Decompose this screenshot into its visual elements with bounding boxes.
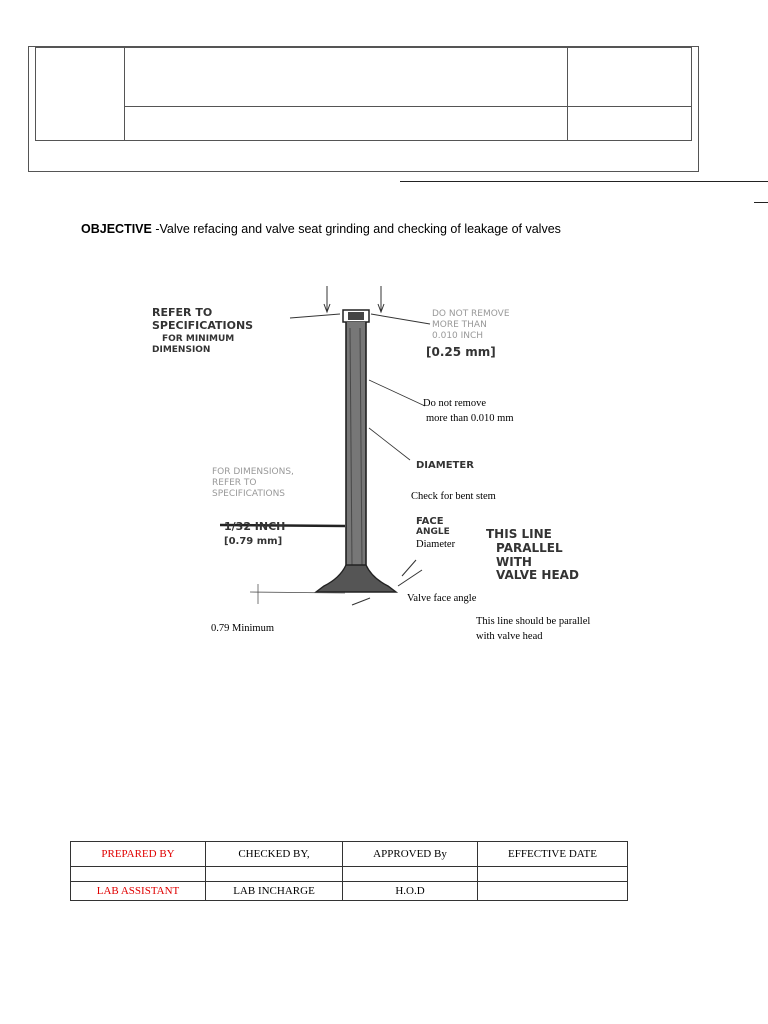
- header-approved-by: APPROVED By: [343, 842, 478, 867]
- annotation-face-angle: Valve face angle: [407, 593, 477, 604]
- sketch-line-3: WITH: [496, 555, 532, 569]
- blank-cell: [206, 867, 343, 882]
- annotation-bent-stem: Check for bent stem: [411, 491, 496, 502]
- table-row: [71, 867, 628, 882]
- annotation-parallel-2: with valve head: [476, 631, 543, 642]
- header-row-divider: [124, 106, 692, 107]
- annotation-diameter: Diameter: [416, 539, 456, 550]
- header-divider-right: [567, 47, 568, 141]
- sketch-fordim-1: FOR DIMENSIONS,: [212, 467, 294, 477]
- table-row: [71, 842, 628, 867]
- objective-label: OBJECTIVE: [81, 222, 152, 236]
- sketch-inch-1: 1/32 INCH: [224, 520, 286, 533]
- sketch-refer-2: SPECIFICATIONS: [152, 319, 254, 332]
- blank-cell: [71, 867, 206, 882]
- role-hod: H.O.D: [343, 882, 478, 901]
- header-effective-date: EFFECTIVE DATE: [478, 842, 628, 867]
- role-lab-assistant: LAB ASSISTANT: [71, 882, 206, 901]
- signature-table: [70, 841, 628, 901]
- header-divider-left: [124, 47, 125, 141]
- role-lab-incharge: LAB INCHARGE: [206, 882, 343, 901]
- sketch-refer-3: FOR MINIMUM: [162, 334, 235, 344]
- sketch-line-1: THIS LINE: [486, 527, 552, 541]
- sketch-donot-1: DO NOT REMOVE: [432, 309, 510, 319]
- sketch-face-2: ANGLE: [416, 527, 450, 537]
- header-inner-box: [35, 47, 692, 141]
- valve-illustration: [220, 286, 430, 605]
- sketch-inch-2: [0.79 mm]: [224, 536, 283, 547]
- separator-line: [400, 181, 768, 182]
- sketch-donot-3: 0.010 INCH: [432, 331, 484, 341]
- blank-cell: [478, 867, 628, 882]
- sketch-donot-4: [0.25 mm]: [426, 345, 496, 359]
- sketch-line-4: VALVE HEAD: [496, 568, 579, 582]
- annotation-donot-remove-1: Do not remove: [423, 398, 486, 409]
- objective-line: [81, 222, 561, 236]
- sketch-donot-2: MORE THAN: [432, 320, 487, 330]
- sketch-refer-4: DIMENSION: [152, 345, 211, 355]
- sketch-face-1: FACE: [416, 516, 444, 527]
- header-checked-by: CHECKED BY,: [206, 842, 343, 867]
- sketch-fordim-2: REFER TO: [212, 478, 257, 488]
- sketch-refer-1: REFER TO: [152, 306, 213, 319]
- annotation-parallel-1: This line should be parallel: [476, 616, 591, 627]
- separator-dash: [754, 202, 768, 203]
- sketch-diameter: DIAMETER: [416, 460, 474, 471]
- objective-text: -Valve refacing and valve seat grinding and checking of leakage of valves: [151, 222, 561, 236]
- annotation-minimum: 0.79 Minimum: [211, 623, 275, 634]
- valve-diagram: [140, 280, 640, 660]
- sketch-fordim-3: SPECIFICATIONS: [212, 489, 286, 499]
- blank-cell: [343, 867, 478, 882]
- annotation-donot-remove-2: more than 0.010 mm: [426, 413, 514, 424]
- sketch-line-2: PARALLEL: [496, 541, 563, 555]
- header-prepared-by: PREPARED BY: [71, 842, 206, 867]
- table-row: [71, 882, 628, 901]
- role-empty: [478, 882, 628, 901]
